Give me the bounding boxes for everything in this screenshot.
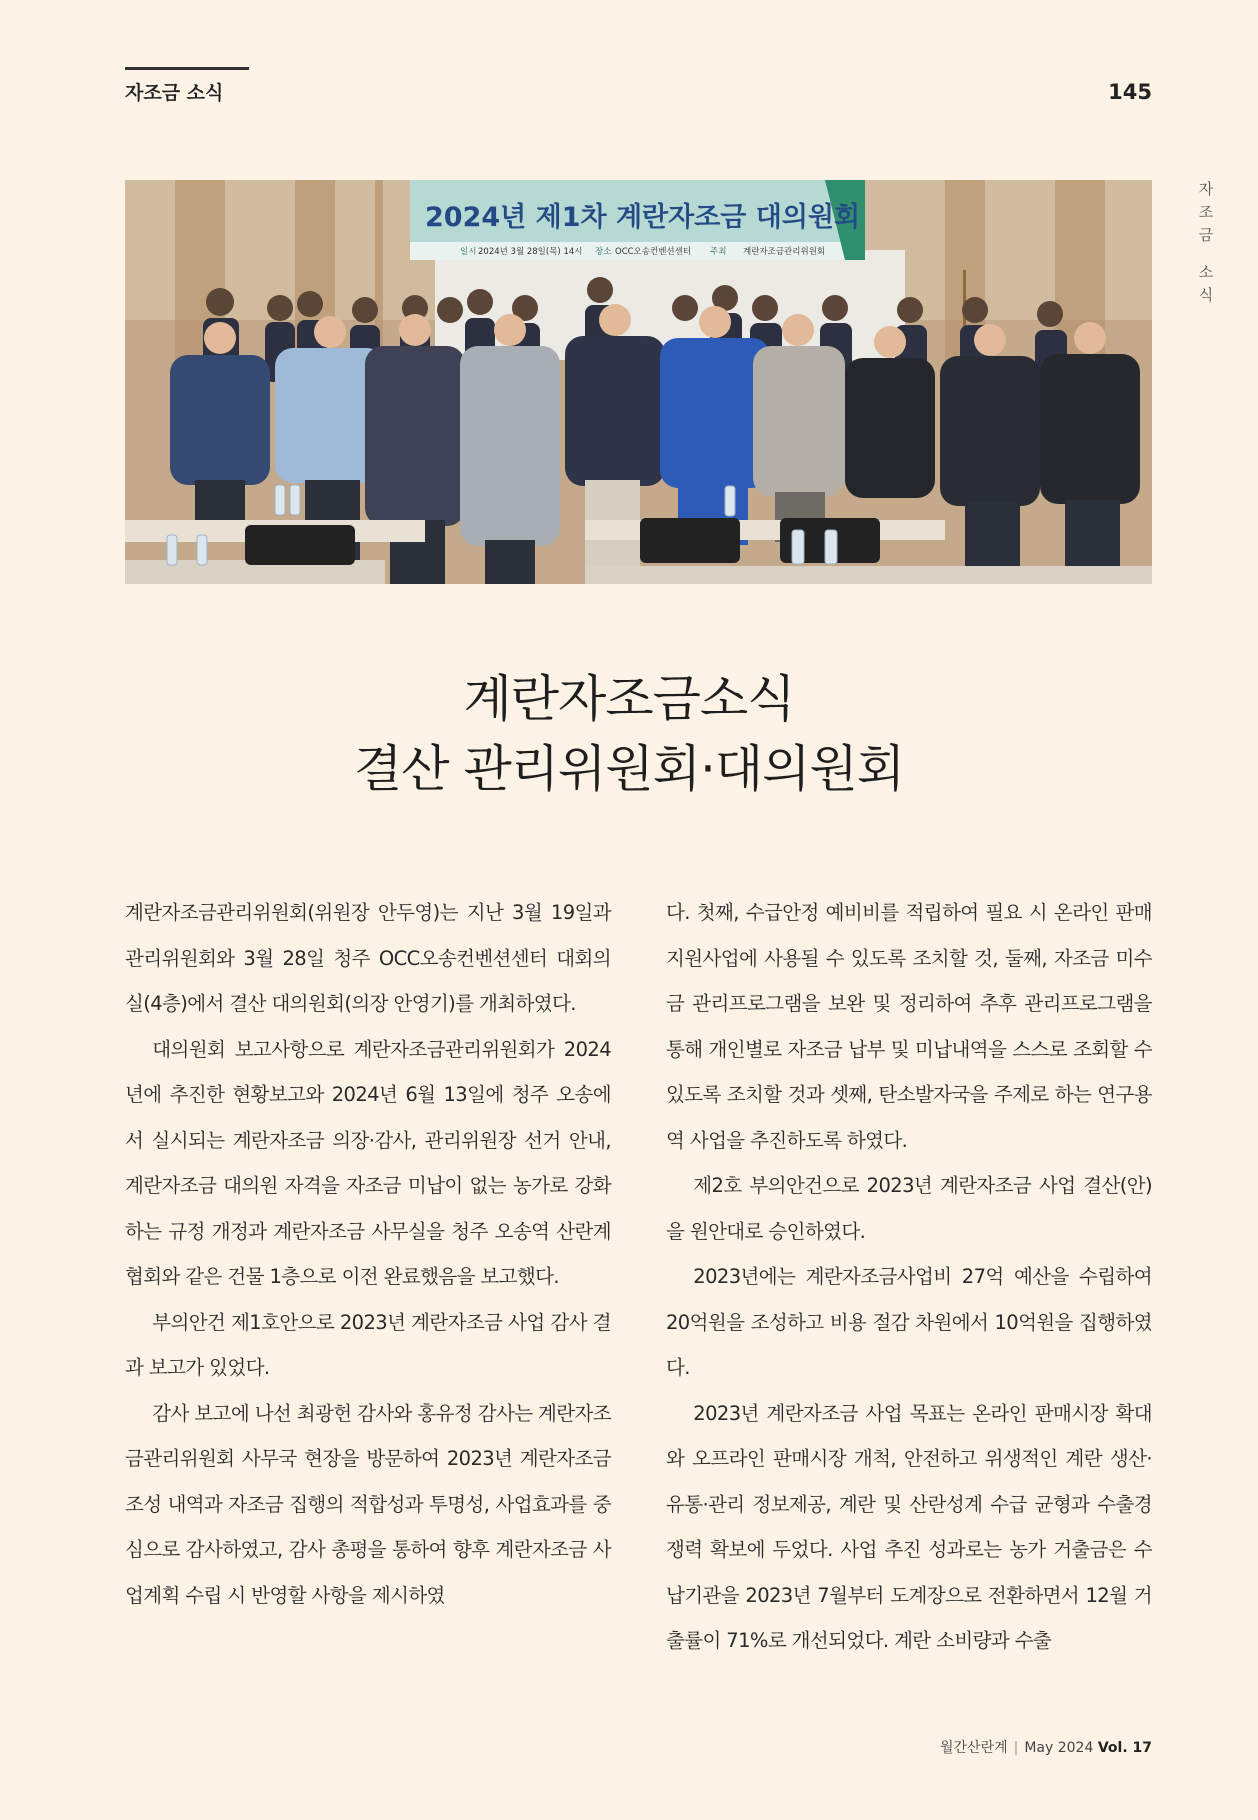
volume-number: Vol. 17 xyxy=(1097,1740,1152,1756)
banner-date: 2024년 3월 28일(목) 14시 xyxy=(478,247,583,257)
paragraph: 계란자조금관리위원회(위원장 안두영)는 지난 3월 19일과 관리위원회와 3월 28일 청주 OCC오송컨벤션센터 대회의실(4층)에서 결산 대의원회(의장 안영기)를 개최하였다. xyxy=(125,901,611,1015)
headline-line-2: 결산 관리위원회·대의원회 xyxy=(353,740,905,798)
banner-place: OCC오송컨벤션센터 xyxy=(615,247,692,257)
article-headline xyxy=(0,664,1258,804)
magazine-name: 월간산란계 xyxy=(940,1740,1008,1756)
body-column-right xyxy=(666,890,1152,1664)
paragraph: 부의안건 제1호안으로 2023년 계란자조금 사업 감사 결과 보고가 있었다. xyxy=(125,1310,611,1379)
side-label-char: 금 xyxy=(1198,226,1214,244)
page-number: 145 xyxy=(1108,80,1152,104)
paragraph: 대의원회 보고사항으로 계란자조금관리위원회가 2024년에 추진한 현황보고와 2024년 6월 13일에 청주 오송에서 실시되는 계란자조금 의장·감사, 관리위원장 선거 안내, 계란자조금 대의원 자격을 자조금 미납이 없는 농가로 강화하는 규정 개정과 계란자조금 사무실을 청주 오송역 산란계협회와 같은 건물 1층으로 이전 완료했음을 보고했다. xyxy=(125,1037,611,1288)
group-photo xyxy=(125,180,1152,584)
banner-date-label: 일시 xyxy=(460,247,477,257)
paragraph: 제2호 부의안건으로 2023년 계란자조금 사업 결산(안)을 원안대로 승인하였다. xyxy=(666,1174,1152,1243)
side-label-char: 소 xyxy=(1198,263,1214,281)
side-label-char: 자 xyxy=(1198,180,1214,198)
section-label: 자조금 소식 xyxy=(125,82,224,104)
page-footer: 월간산란계 | May 2024 Vol. 17 xyxy=(940,1740,1152,1756)
banner-host-label: 주최 xyxy=(710,247,727,257)
top-rule xyxy=(125,67,249,70)
headline-line-1: 계란자조금소식 xyxy=(463,670,795,728)
paragraph: 감사 보고에 나선 최광헌 감사와 홍유정 감사는 계란자조금관리위원회 사무국 현장을 방문하여 2023년 계란자조금 조성 내역과 자조금 집행의 적합성과 투명성, 사업효과를 중심으로 감사하였고, 감사 총평을 통하여 향후 계란자조금 사업계획 수립 시 반영할 사항을 제시하였 xyxy=(125,1401,611,1607)
side-section-label xyxy=(1196,178,1216,307)
banner-title: 2024년 제1차 계란자조금 대의원회 xyxy=(425,202,861,233)
banner-place-label: 장소 xyxy=(595,247,612,257)
banner-host: 계란자조금관리위원회 xyxy=(743,247,826,257)
paragraph: 다. 첫째, 수급안정 예비비를 적립하여 필요 시 온라인 판매 지원사업에 사용될 수 있도록 조치할 것, 둘째, 자조금 미수금 관리프로그램을 보완 및 정리하여 추후 관리프로그램을 통해 개인별로 자조금 납부 및 미납내역을 스스로 조회할 수 있도록 조치할 것과 셋째, 탄소발자국을 주제로 하는 연구용역 사업을 추진하도록 하였다. xyxy=(666,901,1152,1152)
paragraph: 2023년 계란자조금 사업 목표는 온라인 판매시장 확대와 오프라인 판매시장 개척, 안전하고 위생적인 계란 생산·유통·관리 정보제공, 계란 및 산란성계 수급 균형과 수출경쟁력 확보에 두었다. 사업 추진 성과로는 농가 거출금은 수납기관을 2023년 7월부터 도계장으로 전환하면서 12월 거출률이 71%로 개선되었다. 계란 소비량과 수출 xyxy=(666,1401,1152,1652)
paragraph: 2023년에는 계란자조금사업비 27억 예산을 수립하여 20억원을 조성하고 비용 절감 차원에서 10억원을 집행하였다. xyxy=(666,1265,1152,1379)
side-label-char: 식 xyxy=(1198,286,1214,304)
body-column-left xyxy=(125,890,611,1618)
issue-date: May 2024 xyxy=(1024,1740,1094,1756)
side-label-char: 조 xyxy=(1198,203,1214,221)
